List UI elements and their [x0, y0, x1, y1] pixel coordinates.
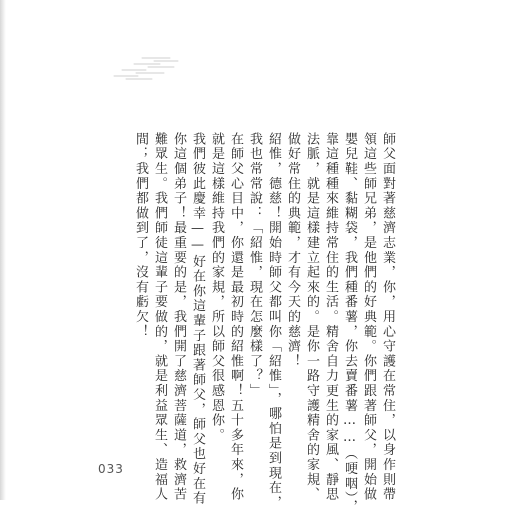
- text-column-4: 靠這種種來維持常住的生活。精舍自力更生的家風、靜思: [323, 132, 338, 502]
- text-column-8: 我也常常說：「紹惟，現在怎麼樣了？」: [247, 132, 262, 399]
- text-column-10: 就是這樣維持我們的家規，所以師父很感恩你。: [209, 132, 224, 443]
- text-column-9: 在師父心目中，你還是最初時的紹惟啊！五十多年來，你: [228, 132, 243, 502]
- page-edge-shadow: [0, 0, 6, 500]
- text-column-7: 紹惟，德慈！開始時師父都叫你「紹惟」，哪怕是到現在，: [266, 132, 281, 511]
- text-column-12: 你這個弟子！最重要的是，我們開了慈濟菩薩道，救濟苦: [171, 132, 186, 502]
- text-column-11: 我們彼此慶幸——好在你這輩子跟著師父，師父也好在有: [190, 132, 205, 506]
- page-number: 033: [98, 462, 124, 476]
- text-column-1: 師父面對著慈濟志業，你，用心守護在常住，以身作則帶: [380, 132, 395, 502]
- text-column-14: 間；我們都做到了，沒有虧欠！: [133, 132, 148, 340]
- text-column-6: 做好常住的典範，才有今天的慈濟！: [285, 132, 300, 369]
- text-column-13: 難眾生。我們師徒這輩子要做的，就是利益眾生、造福人: [152, 132, 167, 502]
- text-column-3: 嬰兒鞋、黏糊袋，我們種番薯，你去賣番薯……（哽咽），: [342, 132, 357, 514]
- cloud-ornament: [112, 55, 182, 83]
- text-column-5: 法脈，就是這樣建立起來的。是你一路守護精舍的家規、: [304, 132, 319, 502]
- text-column-2: 領這些師兄弟，是他們的好典範。你們跟著師父，開始做: [361, 132, 376, 502]
